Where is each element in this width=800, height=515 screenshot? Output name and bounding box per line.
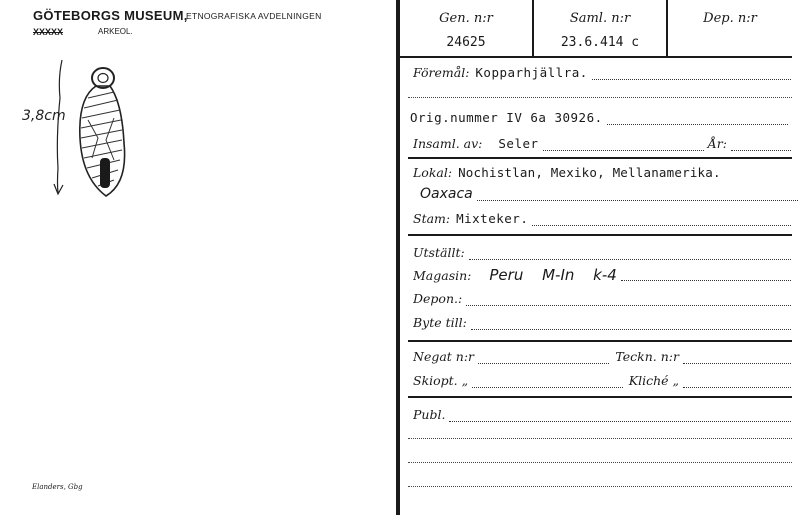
saml-number-label: Saml. n:r: [569, 11, 631, 26]
field-value: Seler: [498, 136, 539, 151]
gen-number-label: Gen. n:r: [439, 11, 493, 26]
field-stam: [413, 211, 791, 229]
section-rule: [408, 396, 792, 398]
dotted-line: [621, 279, 791, 281]
dotted-line: [478, 362, 609, 364]
field-value: Kopparhjällra.: [475, 65, 588, 80]
section-name: ARKEOL.: [98, 27, 133, 36]
field-depon: [413, 291, 791, 309]
card-left-panel: [0, 0, 398, 515]
field-negat-teckn: [413, 349, 791, 367]
department-name: ETNOGRAFISKA AVDELNINGEN: [186, 11, 322, 21]
dep-number-label: Dep. n:r: [703, 11, 757, 26]
gen-number-value: 24625: [446, 35, 486, 50]
header-rule: [400, 56, 792, 58]
dotted-line: [449, 420, 791, 422]
field-label: Insaml. av:: [413, 136, 483, 151]
field-label: Depon.:: [413, 291, 463, 306]
field-label: Byte till:: [413, 315, 467, 330]
dotted-line: [408, 486, 792, 487]
field-label: Föremål:: [413, 65, 470, 80]
field-insaml: [413, 136, 791, 154]
handwritten-value: Oaxaca: [420, 186, 473, 202]
field-label: Stam:: [413, 211, 451, 226]
dotted-line: [408, 438, 792, 439]
dotted-line: [408, 97, 792, 98]
field-label: Kliché „: [628, 373, 679, 388]
field-value: Orig.nummer IV 6a 30926.: [410, 110, 603, 125]
field-label: Negat n:r: [413, 349, 475, 364]
dotted-line: [731, 149, 791, 151]
dotted-line: [607, 123, 788, 125]
dotted-line: [472, 386, 623, 388]
field-value: Nochistlan, Mexiko, Mellanamerika.: [458, 165, 721, 180]
dotted-line: [532, 224, 791, 226]
card-form: [400, 0, 800, 515]
field-label: Magasin:: [413, 268, 472, 283]
dotted-line: [543, 149, 704, 151]
section-rule: [408, 340, 792, 342]
field-label: Utställt:: [413, 245, 465, 260]
field-value: Mixteker.: [456, 211, 529, 226]
dotted-line: [683, 386, 791, 388]
section-rule: [408, 234, 792, 236]
section-rule: [408, 157, 792, 159]
dotted-line: [592, 78, 791, 80]
field-orig-number: [410, 110, 788, 128]
size-note: 3,8cm: [22, 108, 66, 124]
field-byte: [413, 315, 791, 333]
field-lokal: [413, 165, 791, 183]
dotted-line: [477, 199, 798, 201]
field-foremal: [413, 65, 791, 83]
field-lokal-handwritten: [420, 186, 798, 204]
field-utstallt: [413, 245, 791, 263]
field-skiopt-kliche: [413, 373, 791, 391]
field-label: År:: [707, 136, 727, 151]
saml-number-value: 23.6.414 c: [560, 35, 640, 50]
dotted-line: [408, 462, 792, 463]
field-label: Publ.: [413, 407, 446, 422]
dotted-line: [469, 258, 791, 260]
struck-section: XXXXX: [33, 27, 64, 37]
dotted-line: [683, 362, 791, 364]
field-label: Teckn. n:r: [615, 349, 679, 364]
field-publ: [413, 407, 791, 425]
printer-mark: Elanders, Gbg: [32, 483, 83, 491]
handwritten-value: Peru M-In k-4: [489, 266, 617, 284]
dotted-line: [466, 304, 791, 306]
bell-sketch-icon: [18, 58, 138, 208]
field-label: Skiopt. „: [413, 373, 469, 388]
field-magasin: [413, 266, 791, 284]
museum-name: GÖTEBORGS MUSEUM,: [33, 8, 188, 23]
header-divider: [666, 0, 668, 56]
dotted-line: [471, 328, 791, 330]
field-label: Lokal:: [413, 165, 453, 180]
